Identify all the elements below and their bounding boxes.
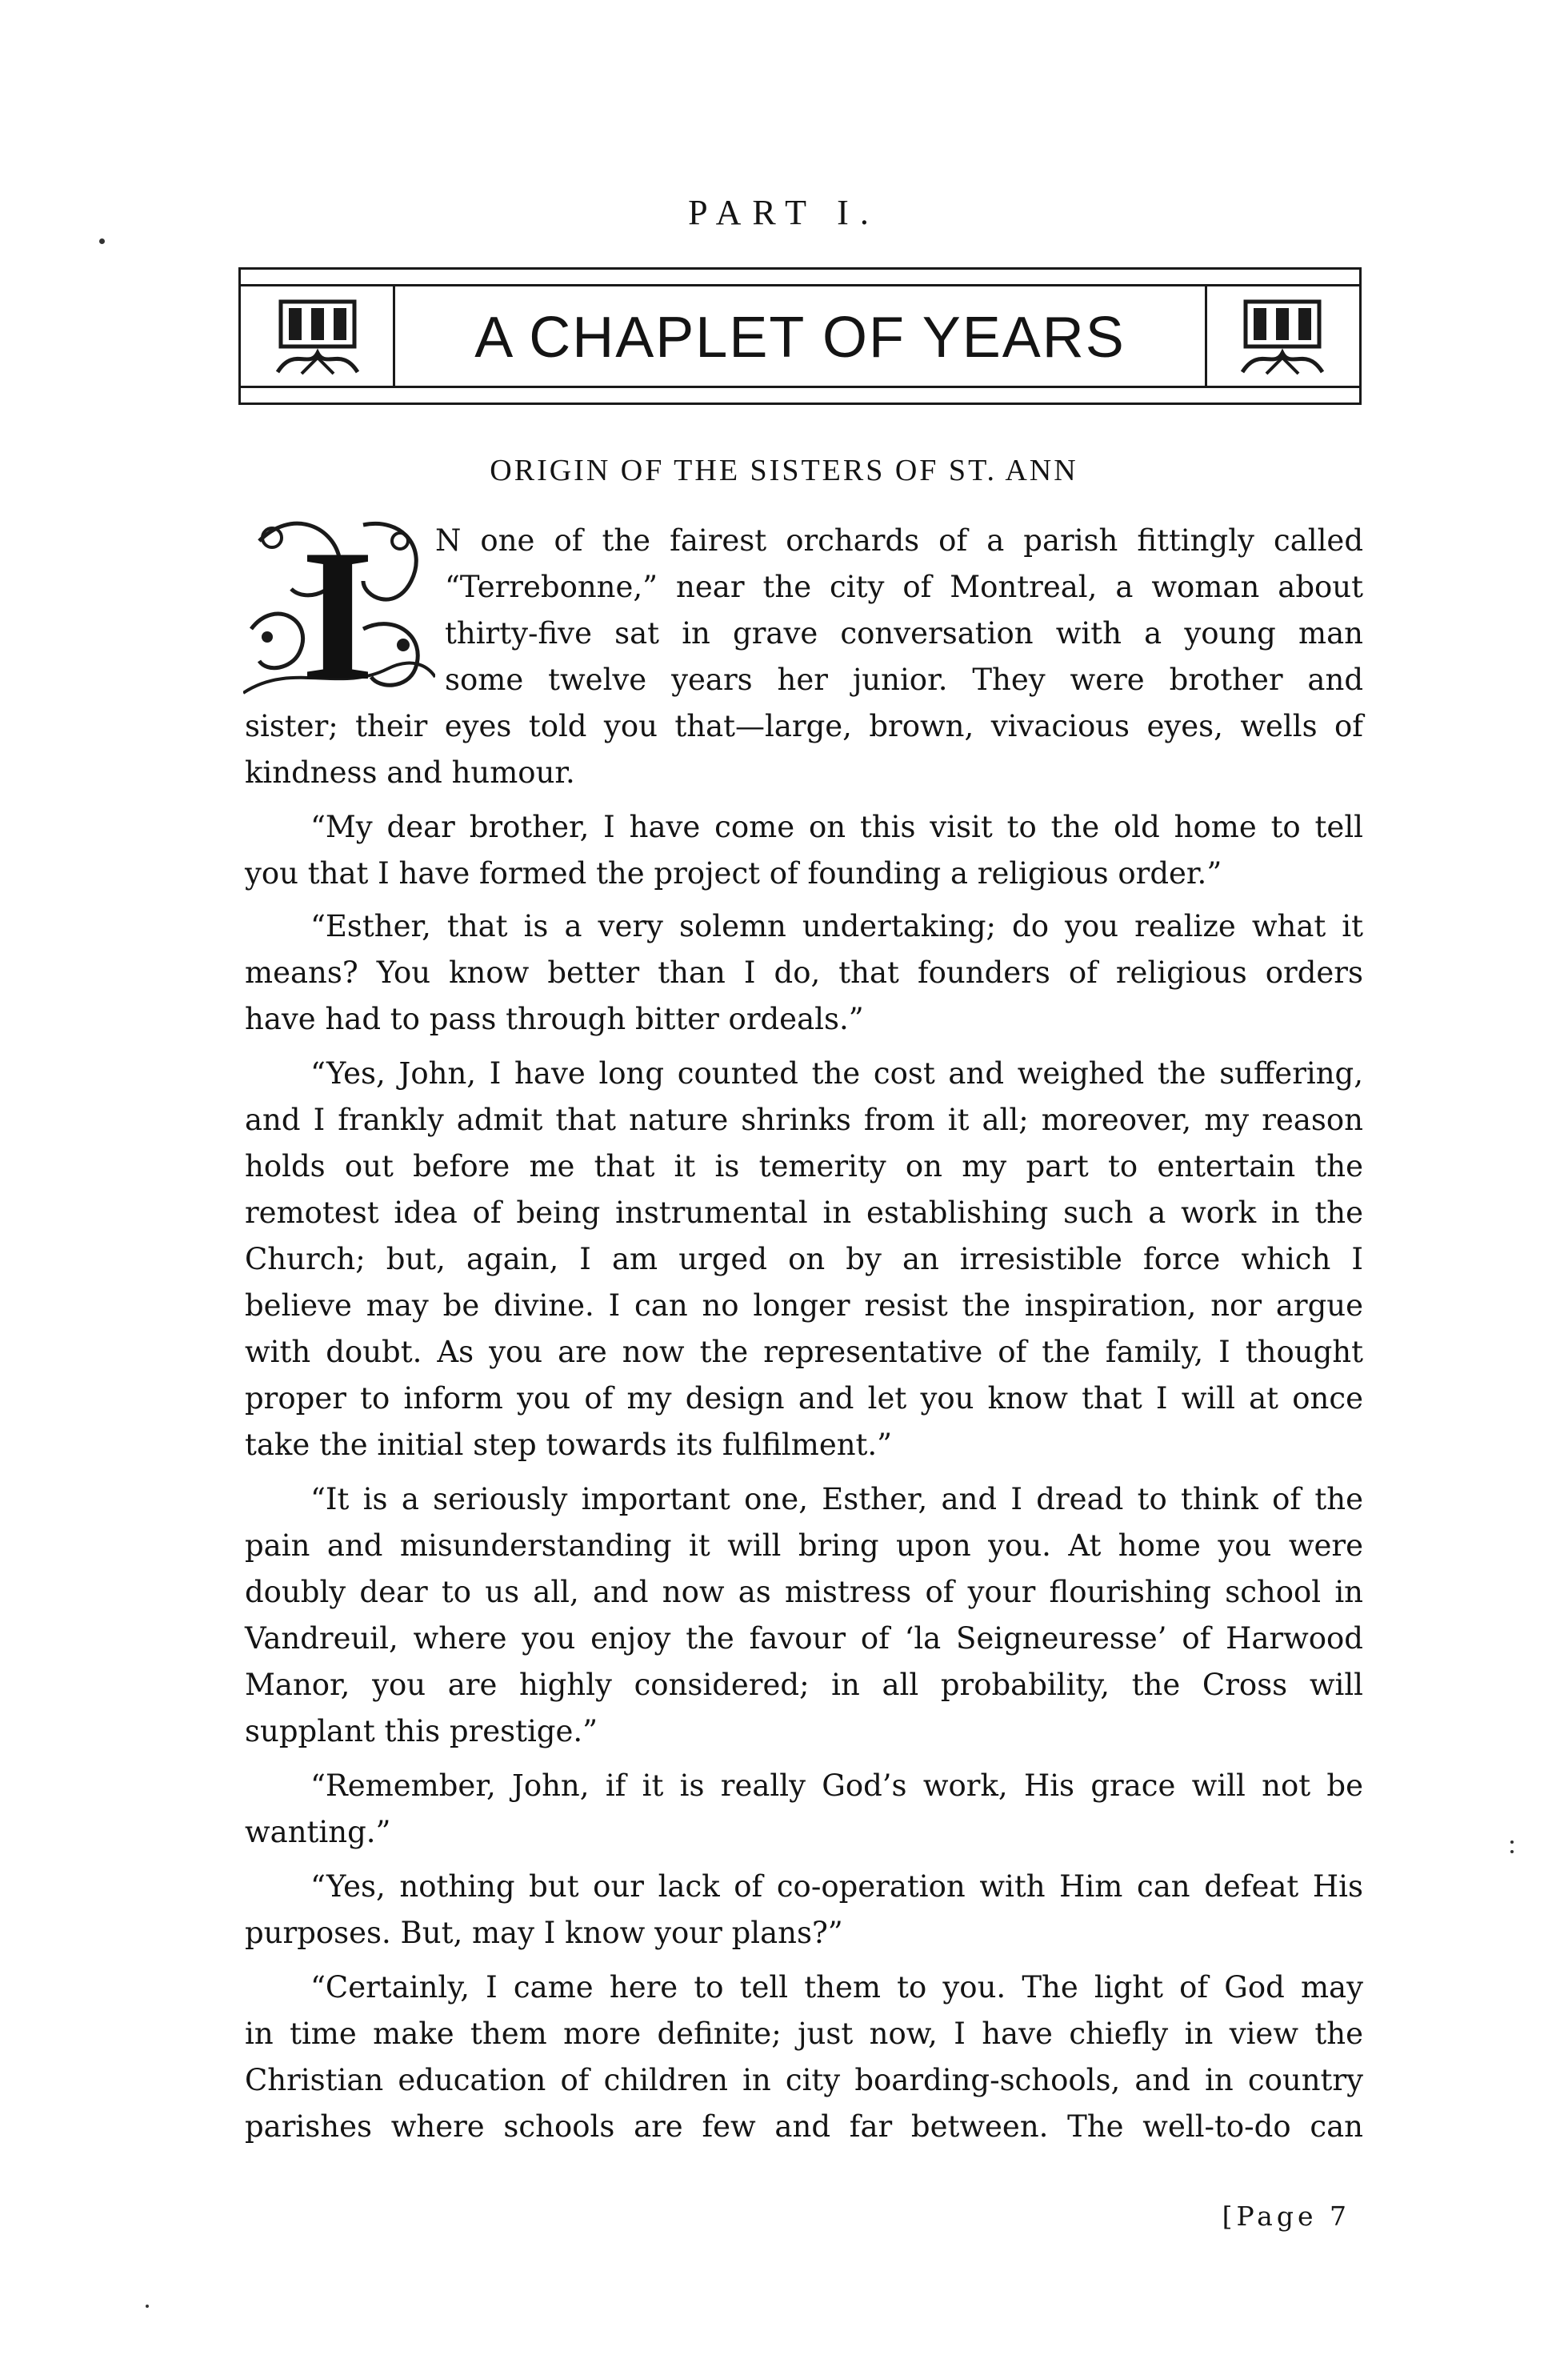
body-line: N one of the fairest orchards of a parish fittingly called — [435, 523, 1363, 558]
body-line: Christian education of children in city boarding-schools, and in country — [245, 2063, 1363, 2097]
drop-cap-letter: I — [301, 511, 374, 701]
body-line: “Certainly, I came here to tell them to you. The light of God may — [310, 1970, 1363, 2005]
body-line: “Terrebonne,” near the city of Montreal, a woman about — [445, 570, 1363, 604]
body-line: “Yes, John, I have long counted the cost and weighed the suffering, — [310, 1056, 1363, 1091]
body-line: proper to inform you of my design and let you know that I will at once — [245, 1381, 1363, 1416]
body-line: purposes. But, may I know your plans?” — [245, 1916, 843, 1950]
body-line: with doubt. As you are now the representative of the family, I thought — [245, 1335, 1363, 1369]
frame-divider — [1205, 284, 1207, 388]
section-heading: ORIGIN OF THE SISTERS OF ST. ANN — [490, 454, 1078, 487]
body-line: and I frankly admit that nature shrinks from it all; moreover, my reason — [245, 1103, 1363, 1137]
page-speck — [99, 238, 105, 244]
body-line: in time make them more definite; just now, I have chiefly in view the — [245, 2017, 1363, 2051]
body-line: holds out before me that it is temerity on my part to entertain the — [245, 1149, 1363, 1183]
body-line: Vandreuil, where you enjoy the favour of ‘la Seigneuresse’ of Harwood — [245, 1621, 1363, 1656]
page-speck — [1510, 1840, 1514, 1844]
body-line: “My dear brother, I have come on this visit to the old home to tell — [310, 810, 1363, 844]
page-speck — [146, 2305, 149, 2308]
body-line: believe may be divine. I can no longer resist the inspiration, nor argue — [245, 1288, 1363, 1323]
body-line: doubly dear to us all, and now as mistress of your flourishing school in — [245, 1575, 1363, 1609]
body-line: Manor, you are highly considered; in all probability, the Cross will — [245, 1668, 1363, 1702]
body-line: parishes where schools are few and far between. The well-to-do can — [245, 2109, 1363, 2144]
part-heading: PART I. — [688, 193, 880, 232]
body-line: some twelve years her junior. They were brother and — [445, 663, 1363, 697]
body-line: you that I have formed the project of founding a religious order.” — [245, 856, 1222, 891]
body-line: “Remember, John, if it is really God’s work, His grace will not be — [310, 1768, 1363, 1803]
body-line: pain and misunderstanding it will bring upon you. At home you were — [245, 1528, 1363, 1563]
chapter-title-frame — [238, 267, 1362, 405]
frame-rule — [241, 386, 1359, 388]
frame-rule — [241, 284, 1359, 286]
body-line: take the initial step towards its fulfilment.” — [245, 1428, 893, 1462]
body-line: “Yes, nothing but our lack of co-operation with Him can defeat His — [310, 1869, 1363, 1904]
body-line: wanting.” — [245, 1815, 391, 1849]
body-line: kindness and humour. — [245, 755, 575, 790]
body-line: Church; but, again, I am urged on by an irresistible force which I — [245, 1242, 1363, 1276]
body-line: “Esther, that is a very solemn undertaking; do you realize what it — [310, 909, 1363, 943]
page-speck — [1510, 1850, 1514, 1853]
body-line: have had to pass through bitter ordeals.” — [245, 1002, 864, 1036]
frame-divider — [393, 284, 395, 388]
body-line: “It is a seriously important one, Esther, and I dread to think of the — [310, 1482, 1363, 1516]
body-line: remotest idea of being instrumental in establishing such a work in the — [245, 1196, 1363, 1230]
right-ornament-icon — [1234, 297, 1330, 377]
left-ornament-icon — [270, 297, 366, 377]
drop-cap-ornament — [243, 509, 435, 701]
body-line: thirty-five sat in grave conversation with a young man — [445, 616, 1363, 651]
body-line: sister; their eyes told you that—large, brown, vivacious eyes, wells of — [245, 709, 1363, 743]
page-number: [Page 7 — [1222, 2201, 1350, 2232]
body-line: supplant this prestige.” — [245, 1714, 598, 1748]
chapter-title: A CHAPLET OF YEARS — [474, 306, 1126, 370]
body-line: means? You know better than I do, that founders of religious orders — [245, 955, 1363, 990]
